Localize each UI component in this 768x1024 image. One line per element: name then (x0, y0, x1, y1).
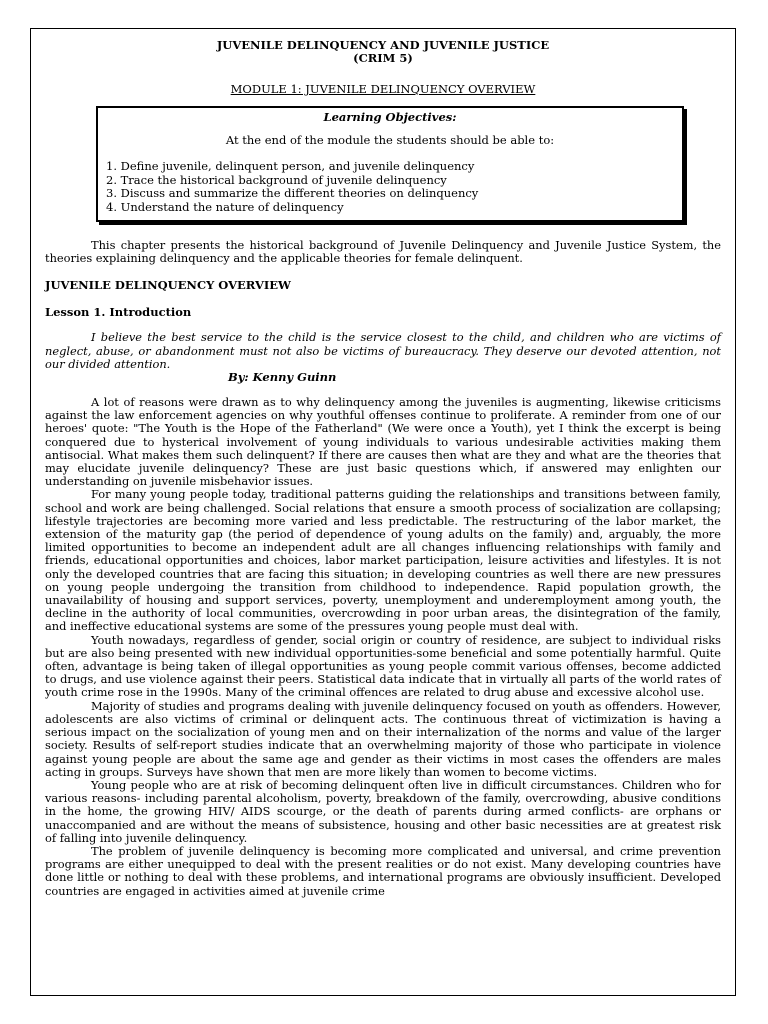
quote-author: By: Kenny Guinn (228, 370, 337, 385)
lesson-heading: Lesson 1. Introduction (45, 305, 192, 320)
objective-item: 2. Trace the historical background of juvenile delinquency (106, 172, 447, 187)
objectives-heading: Learning Objectives: (323, 110, 457, 124)
page-content (45, 39, 721, 898)
body-paragraph: Young people who are at risk of becoming delinquent often live in difficult circumstances. Children who for various reasons- including parental alcoholism, poverty, breakdown of the family, overcrowding, abusive conditions in the home, the growing HIV/ AIDS scourge, or the death of parents during armed conflicts- are orphans or unaccompanied and are without the means of subsistence, housing and other basic necessities are at greatest risk of falling into juvenile delinquency. (45, 777, 721, 845)
section-heading: JUVENILE DELINQUENCY OVERVIEW (45, 278, 291, 293)
objectives-intro: At the end of the module the students should be able to: (225, 133, 555, 147)
body-paragraph: Youth nowadays, regardless of gender, social origin or country of residence, are subject to individual risks but are also being presented with new individual opportunities-some beneficial and some potentially harmful. Quite often, advantage is being taken of illegal opportunities as young people commit various offenses, become addicted to drugs, and use violence against their peers. Statistical data indicate that in virtually all parts of the world rates of youth crime rose in the 1990s. Many of the criminal offences are related to drug abuse and excessive alcohol use. (45, 632, 721, 700)
module-title: MODULE 1: JUVENILE DELINQUENCY OVERVIEW (230, 82, 536, 96)
course-code: (CRIM 5) (353, 51, 413, 65)
opening-quote: I believe the best service to the child is the service closest to the child, and children who are victims of neglect, abuse, or abandonment must not also be victims of bureaucracy. They deserve our devoted attention, not our divided attention. (45, 330, 721, 371)
objectives-list (106, 160, 674, 214)
body-paragraph: For many young people today, traditional patterns guiding the relationships and transitions between family, school and work are being challenged. Social relations that ensure a smooth process of socialization are collapsing; lifestyle trajectories are becoming more varied and less predictable. The restructuring of the labor market, the extension of the maturity gap (the period of dependence of young adults on the family) and, arguably, the more limited opportunities to become an independent adult are all changes influencing relationships with family and friends, educational opportunities and choices, labor market participation, leisure activities and lifestyles. It is not only the developed countries that are facing this situation; in developing countries as well there are new pressures on young people undergoing the transition from childhood to independence. Rapid population growth, the unavailability of housing and support services, poverty, unemployment and underemployment among youth, the decline in the authority of local communities, overcrowding in poor urban areas, the disintegration of the family, and ineffective educational systems are some of the pressures young people must deal with. (45, 487, 721, 634)
body-paragraph: The problem of juvenile delinquency is becoming more complicated and universal, and crime prevention programs are either unequipped to deal with the present realities or do not exist. Many developing countries have done little or nothing to deal with these problems, and international programs are obviously insufficient. Developed countries are engaged in activities aimed at juvenile crime (45, 843, 721, 898)
learning-objectives-box (96, 106, 684, 222)
objective-item: 3. Discuss and summarize the different theories on delinquency (106, 186, 479, 200)
document-title: JUVENILE DELINQUENCY AND JUVENILE JUSTICE (216, 38, 550, 52)
chapter-intro: This chapter presents the historical background of Juvenile Delinquency and Juvenile Justice System, the theories explaining delinquency and the applicable theories for female delinquent. (45, 238, 721, 266)
document-page (30, 28, 736, 996)
body-paragraph: Majority of studies and programs dealing with juvenile delinquency focused on youth as offenders. However, adolescents are also victims of criminal or delinquent acts. The continuous threat of victimization is having a serious impact on the socialization of young men and on their internalization of the norms and value of the larger society. Results of self-report studies indicate that an overwhelming majority of those who participate in violence against young people are about the same age and gender as their victims in most cases the offenders are males acting in groups. Surveys have shown that men are more likely than women to become victims. (45, 698, 721, 779)
objective-item: 1. Define juvenile, delinquent person, and juvenile delinquency (106, 159, 475, 173)
body-paragraph: A lot of reasons were drawn as to why delinquency among the juveniles is augmenting, likewise criticisms against the law enforcement agencies on why youthful offenses continue to proliferate. A reminder from one of our heroes' quote: "The Youth is the Hope of the Fatherland" (We were once a Youth), yet I think the excerpt is being conquered due to hysterical involvement of young individuals to various undesirable activities making them antisocial. What makes them such delinquent? If there are causes then what are they and what are the theories that may elucidate juvenile delinquency? These are just basic questions which, if answered may enlighten our understanding on juvenile misbehavior issues. (45, 395, 721, 489)
objective-item: 4. Understand the nature of delinquency (106, 199, 344, 214)
